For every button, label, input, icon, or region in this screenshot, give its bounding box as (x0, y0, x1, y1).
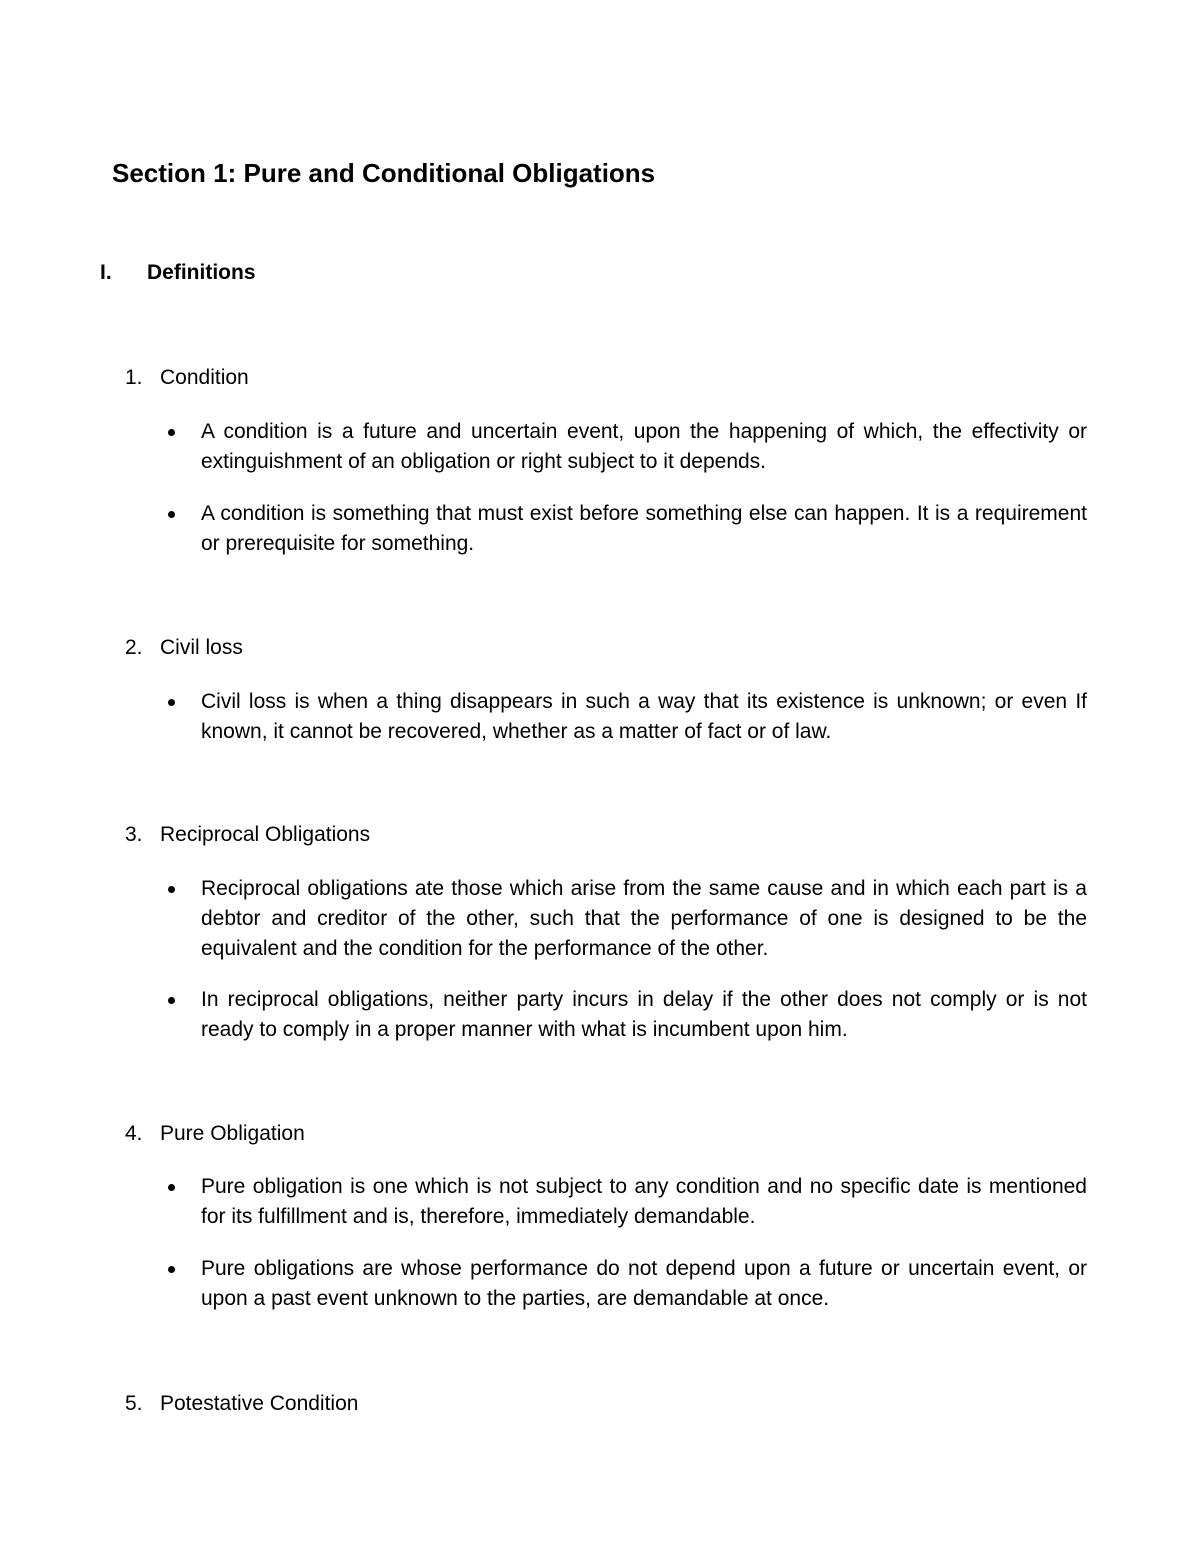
bullet-text: Pure obligation is one which is not subject to any condition and no specific date is mentioned for its fulfillment and is, therefore, immediately demandable. (201, 1175, 1087, 1228)
roman-heading-label: Definitions (147, 261, 256, 284)
term-number: 5. (125, 1392, 143, 1415)
bullet-text: A condition is a future and uncertain event, upon the happening of which, the effectivity or extinguishment of an obligation or right subject to it depends. (201, 420, 1087, 473)
roman-numeral: I. (100, 261, 112, 284)
term-label: Condition (160, 366, 249, 389)
list-item (165, 499, 1087, 559)
list-item (165, 1254, 1087, 1314)
bullet-text: Pure obligations are whose performance do not depend upon a future or uncertain event, or upon a past event unknown to the parties, are demandable at once. (201, 1257, 1087, 1310)
list-item (165, 687, 1087, 747)
term-label: Civil loss (160, 636, 243, 659)
term-potestative-condition (125, 1390, 358, 1418)
list-item (165, 417, 1087, 477)
bullet-text: In reciprocal obligations, neither party incurs in delay if the other does not comply or is not ready to comply in a proper manner with what is incumbent upon him. (201, 988, 1087, 1041)
bullet-text: Reciprocal obligations ate those which arise from the same cause and in which each part is a debtor and creditor of the other, such that the performance of one is designed to be the equivalent and the condition for the performance of the other. (201, 877, 1087, 960)
term-pure-obligation (125, 1120, 305, 1148)
term-reciprocal-obligations (125, 821, 370, 849)
term-condition (125, 364, 249, 392)
term-label: Potestative Condition (160, 1392, 359, 1415)
term-number: 1. (125, 366, 143, 389)
term-label: Pure Obligation (160, 1122, 305, 1145)
roman-heading (100, 259, 256, 287)
term-number: 4. (125, 1122, 143, 1145)
bullet-text: Civil loss is when a thing disappears in such a way that its existence is unknown; or even If known, it cannot be recovered, whether as a matter of fact or of law. (201, 690, 1087, 743)
section-title: Section 1: Pure and Conditional Obligations (112, 158, 656, 188)
list-item (165, 874, 1087, 964)
list-item (165, 985, 1087, 1045)
term-civil-loss (125, 634, 243, 662)
list-item (165, 1172, 1087, 1232)
term-number: 3. (125, 823, 143, 846)
term-label: Reciprocal Obligations (160, 823, 371, 846)
bullet-text: A condition is something that must exist before something else can happen. It is a requirement or prerequisite for something. (201, 502, 1087, 555)
term-number: 2. (125, 636, 143, 659)
